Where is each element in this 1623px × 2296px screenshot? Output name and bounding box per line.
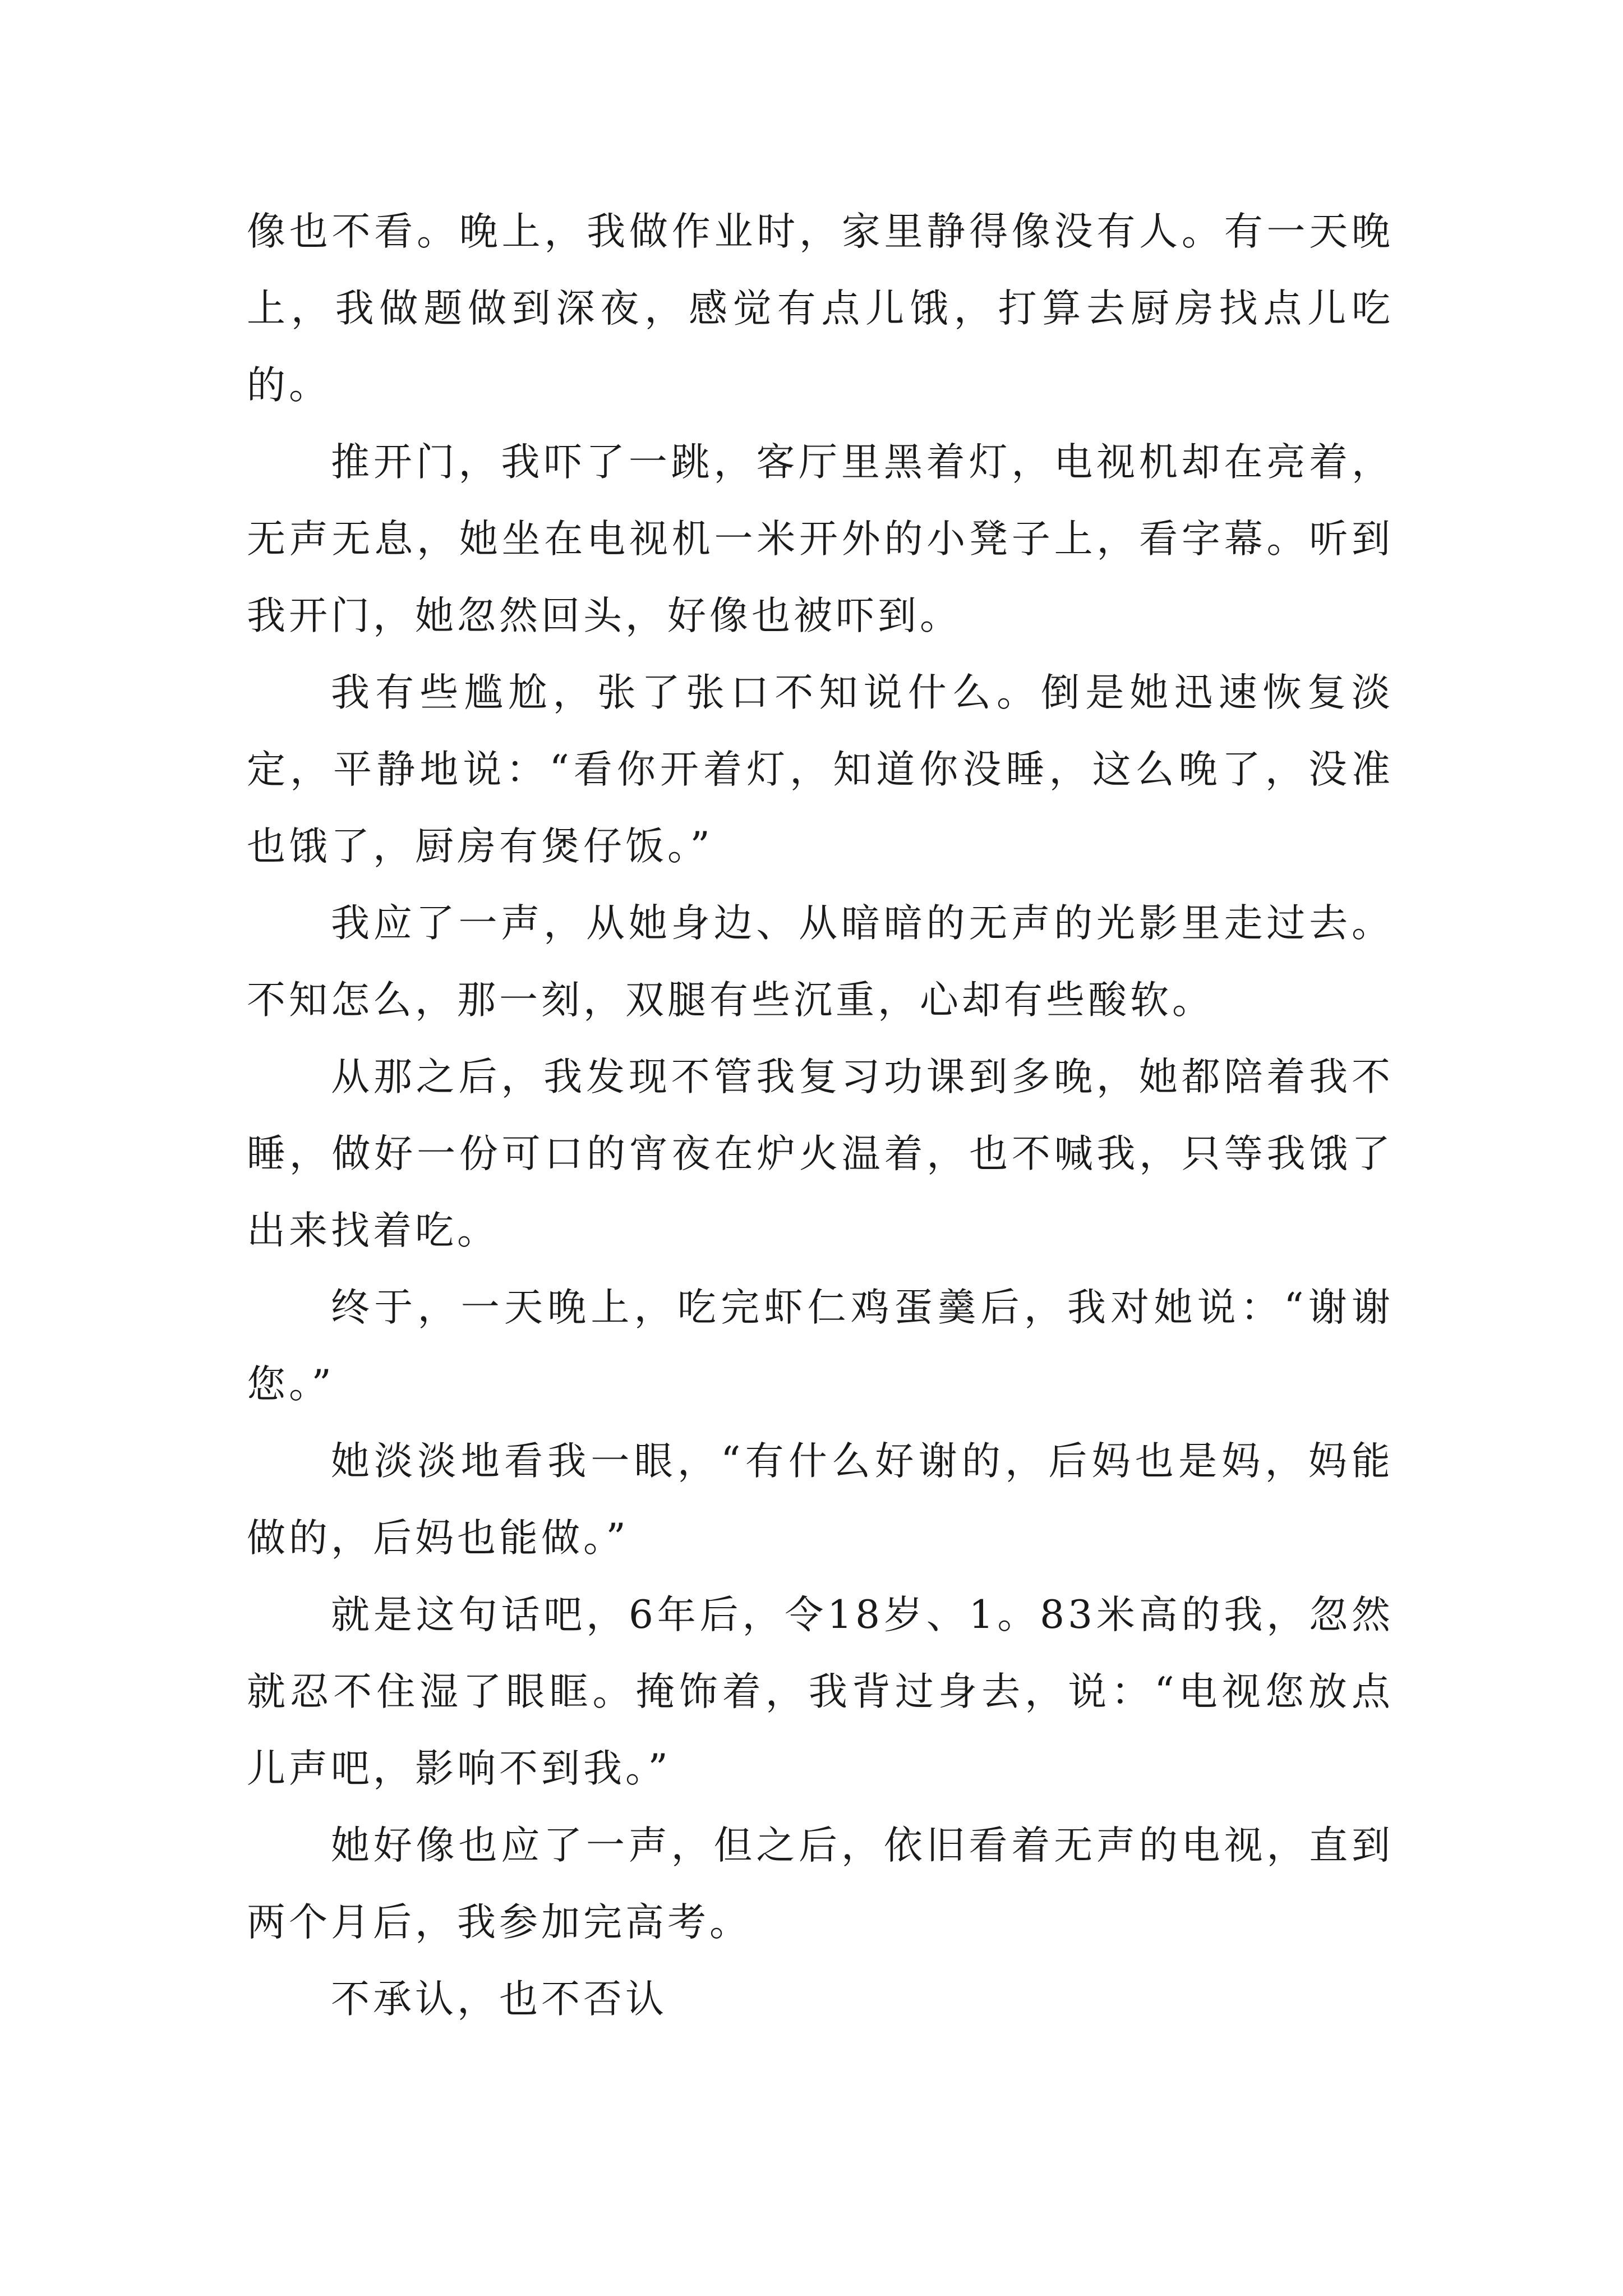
paragraph-7: 她淡淡地看我一眼，“有什么好谢的，后妈也是妈，妈能做的，后妈也能做。” — [247, 1439, 1394, 1561]
paragraph-1: 像也不看。晚上，我做作业时，家里静得像没有人。有一天晚上，我做题做到深夜，感觉有点儿饿，打算去厨房找点儿吃的。 — [247, 209, 1394, 408]
section-heading: 不承认，也不否认 — [331, 1977, 667, 2022]
paragraph-6: 终于，一天晚上，吃完虾仁鸡蛋羹后，我对她说：“谢谢您。” — [247, 1285, 1394, 1407]
paragraph-4: 我应了一声，从她身边、从暗暗的无声的光影里走过去。不知怎么，那一刻，双腿有些沉重，心却有些酸软。 — [247, 901, 1394, 1023]
paragraph-3: 我有些尴尬，张了张口不知说什么。倒是她迅速恢复淡定，平静地说：“看你开着灯，知道你没睡，这么晚了，没准也饿了，厨房有煲仔饭。” — [247, 670, 1394, 869]
paragraph-9: 她好像也应了一声，但之后，依旧看着无声的电视，直到两个月后，我参加完高考。 — [247, 1823, 1394, 1945]
paragraph-2: 推开门，我吓了一跳，客厅里黑着灯，电视机却在亮着，无声无息，她坐在电视机一米开外的小凳子上，看字幕。听到我开门，她忽然回头，好像也被吓到。 — [247, 440, 1394, 638]
paragraph-8: 就是这句话吧，6年后，令18岁、1。83米高的我，忽然就忍不住湿了眼眶。掩饰着，我背过身去，说：“电视您放点儿声吧，影响不到我。” — [247, 1593, 1394, 1791]
document-body — [247, 194, 1394, 2038]
paragraph-5: 从那之后，我发现不管我复习功课到多晚，她都陪着我不睡，做好一份可口的宵夜在炉火温着，也不喊我，只等我饿了出来找着吃。 — [247, 1055, 1394, 1253]
